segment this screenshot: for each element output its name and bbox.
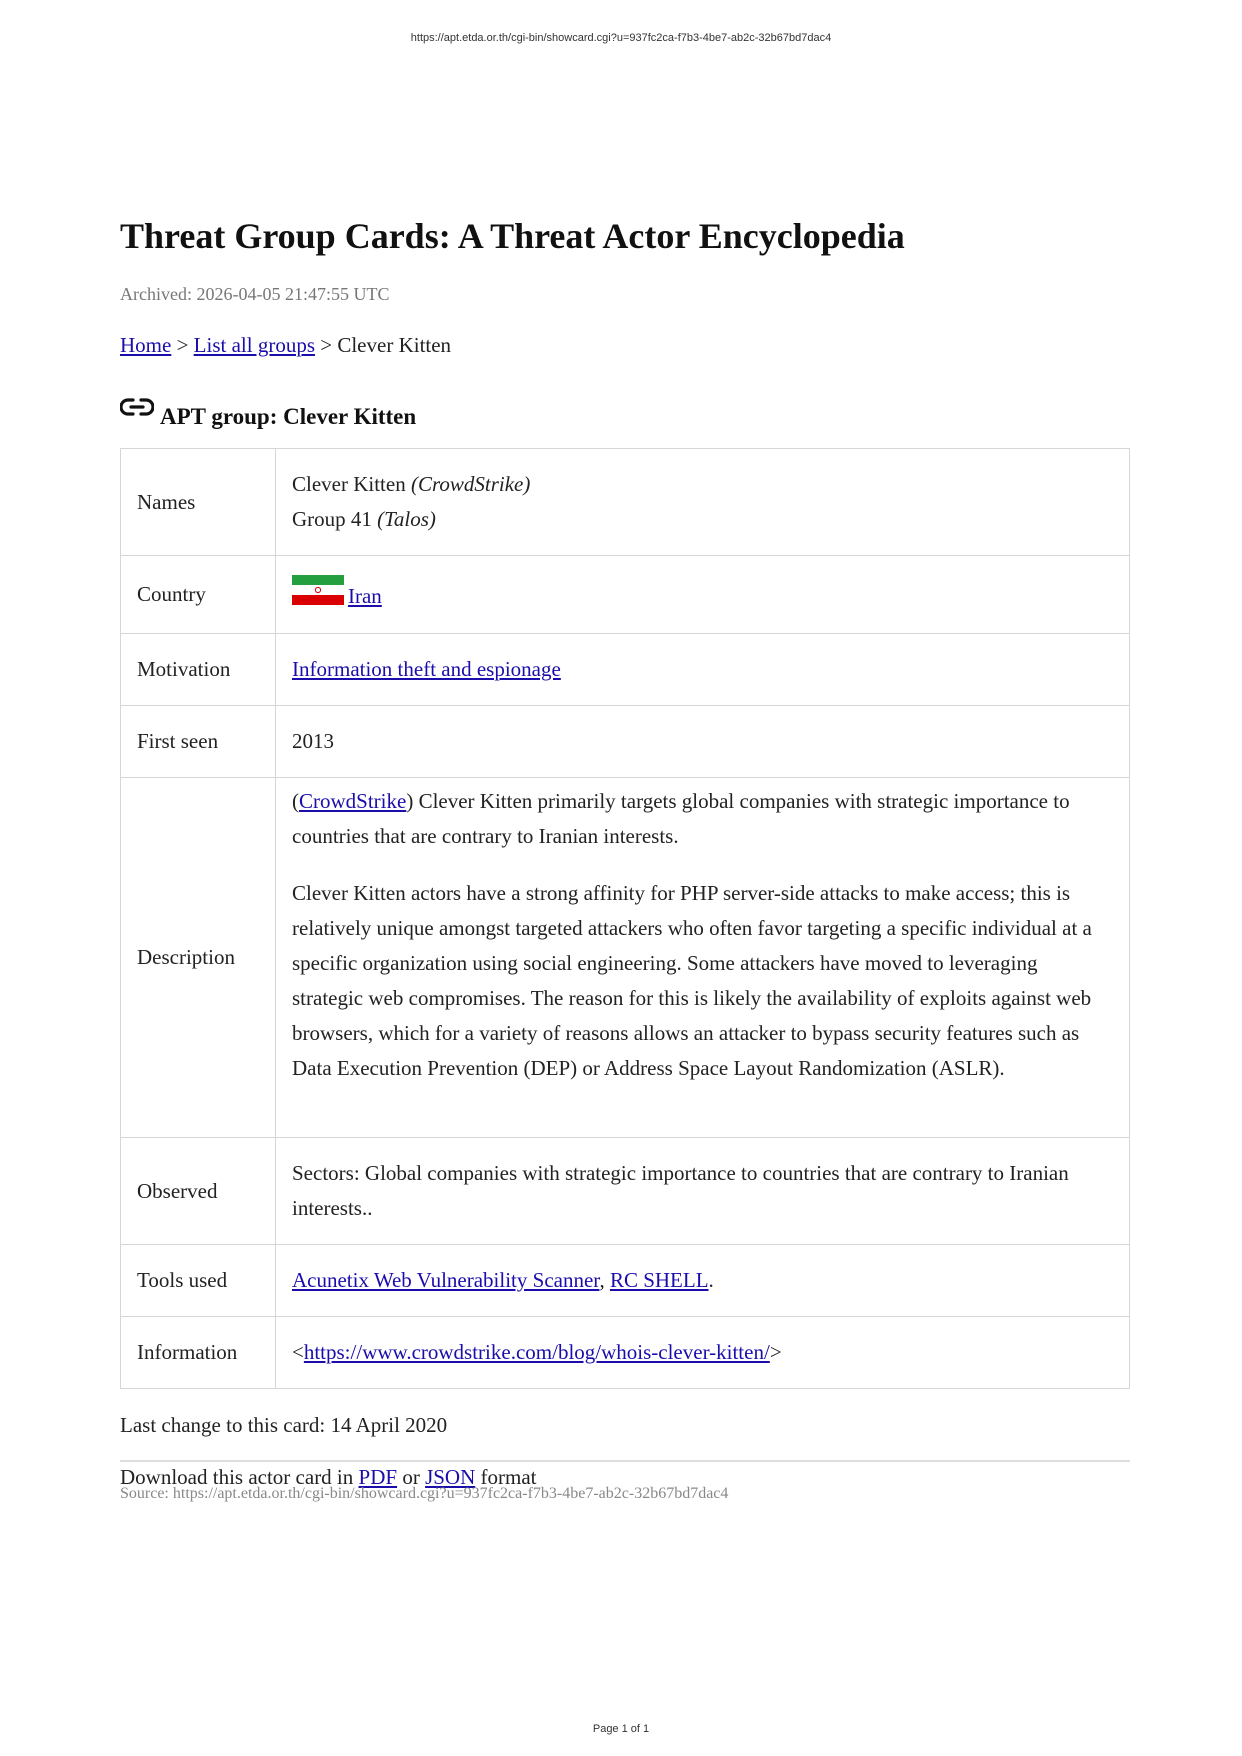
- footer-divider: [120, 1460, 1130, 1462]
- page-title: Threat Group Cards: A Threat Actor Encyclopedia: [120, 216, 905, 256]
- observed-value: Sectors: Global companies with strategic importance to countries that are contrary to Iranian interests..: [276, 1138, 1130, 1245]
- download-json-link[interactable]: JSON: [425, 1465, 476, 1489]
- name-entry: [292, 502, 1113, 537]
- country-link[interactable]: [292, 584, 382, 608]
- angle-open: <: [292, 1340, 304, 1364]
- tool-link-rc-shell[interactable]: RC SHELL: [609, 1268, 709, 1292]
- motivation-link[interactable]: Information theft and espionage: [292, 657, 561, 681]
- archived-timestamp: Archived: 2026-04-05 21:47:55 UTC: [120, 284, 390, 304]
- link-icon[interactable]: [120, 396, 154, 418]
- tool-link-acunetix[interactable]: Acunetix Web Vulnerability Scanner: [292, 1268, 600, 1292]
- motivation-value: [276, 634, 1130, 706]
- actor-card-table: [120, 448, 1130, 1389]
- crowdstrike-link[interactable]: CrowdStrike: [299, 789, 407, 813]
- country-value: [276, 556, 1130, 634]
- description-text: ) Clever Kitten primarily targets global companies with strategic importance to countries that are contrary to Iranian interests.: [292, 789, 1070, 848]
- last-change: Last change to this card: 14 April 2020: [120, 1413, 448, 1437]
- description-label: Description: [121, 778, 276, 1138]
- motivation-label: Motivation: [121, 634, 276, 706]
- motivation-row: [121, 634, 1130, 706]
- paren-open: (: [292, 789, 299, 813]
- description-paragraph: [292, 784, 1113, 854]
- download-prefix: Download this actor card in: [120, 1465, 359, 1489]
- country-row: [121, 556, 1130, 634]
- tool-separator: ,: [599, 1268, 610, 1292]
- information-link[interactable]: https://www.crowdstrike.com/blog/whois-clever-kitten/: [303, 1340, 770, 1364]
- name-text: Clever Kitten: [292, 472, 406, 496]
- group-heading: [120, 404, 1130, 430]
- download-pdf-link[interactable]: PDF: [358, 1465, 398, 1489]
- observed-row: [121, 1138, 1130, 1245]
- information-value: [276, 1317, 1130, 1389]
- source-url: Source: https://apt.etda.or.th/cgi-bin/showcard.cgi?u=937fc2ca-f7b3-4be7-ab2c-32b67bd7dac4: [120, 1485, 729, 1502]
- names-label: Names: [121, 449, 276, 556]
- download-or: or: [397, 1465, 426, 1489]
- tools-value: [276, 1245, 1130, 1317]
- breadcrumb: [120, 333, 1130, 358]
- download-suffix: format: [475, 1465, 537, 1489]
- breadcrumb-home-link[interactable]: Home: [120, 333, 172, 357]
- main-content: [120, 212, 1130, 1490]
- tool-end: .: [708, 1268, 714, 1292]
- names-row: [121, 449, 1130, 556]
- information-label: Information: [121, 1317, 276, 1389]
- tools-label: Tools used: [121, 1245, 276, 1317]
- iran-flag-icon: [292, 575, 344, 605]
- description-value: [276, 778, 1130, 1138]
- tools-row: [121, 1245, 1130, 1317]
- angle-close: >: [769, 1340, 782, 1364]
- first-seen-label: First seen: [121, 706, 276, 778]
- country-label: Country: [121, 556, 276, 634]
- group-heading-text: APT group: Clever Kitten: [160, 404, 417, 429]
- page-number: Page 1 of 1: [592, 1723, 650, 1735]
- names-value: [276, 449, 1130, 556]
- breadcrumb-list-groups-link[interactable]: List all groups: [193, 333, 315, 357]
- name-text: Group 41: [292, 507, 372, 531]
- information-row: [121, 1317, 1130, 1389]
- breadcrumb-separator: >: [315, 333, 338, 357]
- country-name: Iran: [348, 584, 382, 608]
- first-seen-value: 2013: [276, 706, 1130, 778]
- print-header-url: https://apt.etda.or.th/cgi-bin/showcard.cgi?u=937fc2ca-f7b3-4be7-ab2c-32b67bd7dac4: [410, 32, 832, 44]
- description-row: [121, 778, 1130, 1138]
- description-paragraph: Clever Kitten actors have a strong affinity for PHP server-side attacks to make access; this is relatively unique amongst targeted attackers who often favor targeting a specific individual at a specific organization using social engineering. Some attackers have moved to leveraging strategic web compromises. The reason for this is likely the availability of exploits against web browsers, which for a variety of reasons allows an attacker to bypass security features such as Data Execution Prevention (DEP) or Address Space Layout Randomization (ASLR).: [292, 881, 1092, 1080]
- name-source: (Talos): [377, 507, 436, 531]
- breadcrumb-separator: >: [171, 333, 194, 357]
- first-seen-row: [121, 706, 1130, 778]
- name-source: (CrowdStrike): [410, 472, 531, 496]
- name-entry: [292, 467, 1113, 502]
- breadcrumb-current: Clever Kitten: [337, 333, 452, 357]
- observed-label: Observed: [121, 1138, 276, 1245]
